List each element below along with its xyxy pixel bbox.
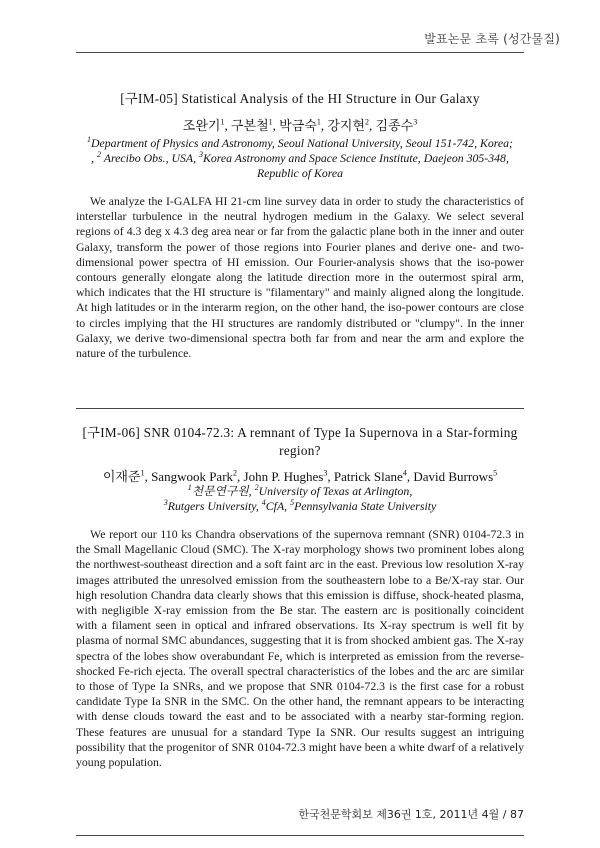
author-sup: 3: [413, 117, 418, 127]
affiliation: Arecibo Obs., USA,: [103, 151, 197, 165]
author-sup: 1: [316, 117, 321, 127]
author-name: 구본철: [230, 118, 269, 133]
affiliation: CfA,: [265, 499, 291, 513]
affiliation: Department of Physics and Astronomy, Seoul National University, Seoul 151-742, Korea;: [91, 136, 513, 150]
author-sep: ,: [237, 469, 244, 484]
affil-sup: 3: [199, 150, 203, 160]
author-sup: 4: [402, 468, 407, 478]
author-sep: ,: [406, 469, 414, 484]
author-sep: ,: [327, 469, 334, 484]
author-name: Patrick Slane: [333, 469, 403, 484]
affiliation: Rutgers University,: [167, 499, 262, 513]
footer-rule: [76, 835, 524, 836]
author-name: John P. Hughes: [243, 469, 324, 484]
author-name: Sangwook Park: [151, 469, 234, 484]
running-header: 발표논문 초록 (성간물질): [424, 32, 560, 46]
author-sep: ,: [272, 118, 280, 133]
author-sup: 1: [220, 117, 225, 127]
author-sup: 2: [365, 117, 370, 127]
affil-sup: 1: [187, 483, 192, 493]
section-rule: [76, 408, 524, 409]
author-list: [76, 117, 524, 134]
affiliation: Korea Astronomy and Space Science Institute, Daejeon 305-348, Republic of Korea: [203, 151, 509, 180]
affiliation: Pennsylvania State University: [294, 499, 437, 513]
affil-sup: 3: [163, 498, 168, 508]
affil-sup: 1: [87, 135, 92, 145]
article-title: [구IM-06] SNR 0104-72.3: A remnant of Type Ia Supernova in a Star-forming region?: [82, 425, 518, 458]
abstract-text: We analyze the I-GALFA HI 21-cm line survey data in order to study the characteristics of interstellar turbulence in the neutral hydrogen medium in the Galaxy. We select several regions of 4.3 deg x 4.3 deg area near or far from the galactic plane both in the inner and outer Galaxy, transform the power of those regions into Fourier planes and derive one- and two-dimensional power spectra of HI emission. Our Fourier-analysis shows that the iso-power contours generally elongate along the latitude direction more in the outermost spiral arm, which indicates that the HI structure is "filamentary" and mainly aligned along the longitude. At high latitudes or in the interarm region, on the other hand, the iso-power contours are close to circles implying that the HI structures are randomly distributed or "clumpy". In the inner Galaxy, we derive two-dimensional spectra both far from and near the arm and explore the nature of the turbulence.: [76, 194, 524, 361]
affiliation-block: [76, 136, 524, 181]
author-sep: ,: [369, 118, 376, 133]
author-sup: 1: [140, 468, 145, 478]
author-name: 조완기: [182, 118, 221, 133]
author-sup: 5: [493, 468, 498, 478]
author-name: 강지현: [327, 118, 366, 133]
author-name: David Burrows: [413, 469, 494, 484]
author-sup: 3: [323, 468, 328, 478]
author-name: 김종수: [375, 118, 414, 133]
author-sup: 1: [268, 117, 273, 127]
affil-sup: 2: [254, 483, 259, 493]
author-sep: ,: [320, 118, 328, 133]
author-sep: ,: [144, 469, 152, 484]
affil-prefix: ,: [91, 151, 97, 165]
affiliation-block: [76, 484, 524, 514]
affil-sup: 5: [290, 498, 295, 508]
author-name: 박금숙: [279, 118, 317, 133]
author-list: [76, 468, 524, 485]
article-title: [구IM-05] Statistical Analysis of the HI Structure in Our Galaxy: [120, 91, 480, 106]
affil-sup: 4: [261, 498, 266, 508]
abstract-text: We report our 110 ks Chandra observations of the supernova remnant (SNR) 0104-72.3 in the Small Magellanic Cloud (SMC). The X-ray morphology shows two prominent lobes along the northwest-southeast direction and a soft faint arc in the east. Previous low resolution X-ray images attributed the unresolved emission from the southeastern lobe to a Be/X-ray star. Our high resolution Chandra data clearly shows that this emission is diffuse, shock-heated plasma, with negligible X-ray emission from the Be star. The eastern arc is positionally coincident with a filament seen in optical and infrared observations. Its X-ray spectrum is well fit by plasma of normal SMC abundances, suggesting that it is from shocked ambient gas. The X-ray spectra of the lobes show overabundant Fe, which is interpreted as emission from the reverse-shocked Fe-rich ejecta. The overall spectral characteristics of the lobes and the arc are similar to those of Type Ia SNRs, and we propose that SNR 0104-72.3 is the first case for a robust candidate Type Ia SNR in the SMC. On the other hand, the remnant appears to be interacting with dense clouds toward the east and to be associated with a nearby star-forming region. These features are unusual for a standard Type Ia SNR. Our results suggest an intriguing possibility that the progenitor of SNR 0104-72.3 might have been a white dwarf of a relatively young population.: [76, 527, 524, 770]
affil-sup: 2: [97, 150, 101, 160]
affiliation: 천문연구원,: [191, 484, 255, 498]
page-footer: 한국천문학회보 제36권 1호, 2011년 4월 / 87: [298, 808, 524, 821]
affiliation: University of Texas at Arlington,: [258, 484, 413, 498]
author-sup: 2: [233, 468, 238, 478]
author-sep: ,: [224, 118, 231, 133]
author-name: 이재준: [102, 469, 141, 484]
header-rule: [76, 52, 524, 53]
